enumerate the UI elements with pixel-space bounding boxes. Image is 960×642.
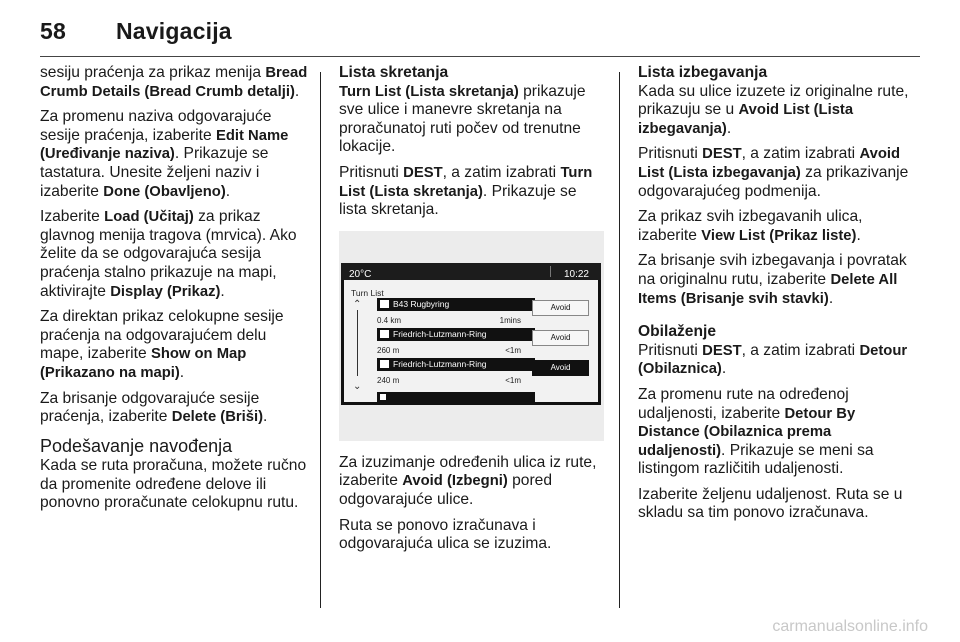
column-3: [638, 64, 920, 530]
turn-arrow-icon: [380, 360, 389, 368]
scroll-track[interactable]: [357, 310, 358, 376]
text: Za izuzimanje određenih ulica iz rute, izaberite: [339, 453, 597, 490]
paragraph: Kada se ruta proračuna, možete ručno da promenite određene delove ili ponovno proračunate celokupnu rutu.: [40, 457, 307, 512]
scroll-down-icon[interactable]: ⌄: [353, 380, 362, 392]
paragraph: [40, 390, 308, 427]
paragraph: [339, 164, 607, 220]
page-number: 58: [40, 18, 66, 44]
turn-row[interactable]: [377, 298, 535, 311]
text: , a zatim izabrati: [741, 145, 860, 163]
bold-term: Display (Prikaz): [110, 283, 221, 300]
time: 1mins: [499, 315, 521, 325]
street-name: Friedrich-Lutzmann-Ring: [393, 358, 487, 369]
bold-term: Avoid (Izbegni): [402, 473, 508, 490]
paragraph: Izaberite željenu udaljenost. Ruta se u skladu sa tim ponovo izračunava.: [638, 485, 903, 522]
text: sesiju praćenja za prikaz menija: [40, 64, 266, 81]
paragraph: [638, 145, 920, 201]
bold-term: Edit Name (Uređivanje naziva): [40, 127, 289, 163]
street-name: Friedrich-Lutzmann-Ring: [393, 328, 487, 339]
bold-term: Delete (Briši): [171, 409, 264, 426]
text: .: [726, 119, 732, 137]
distance: 240 m: [377, 375, 400, 385]
text: .: [179, 363, 185, 381]
text: .: [294, 82, 300, 100]
bold-term: Avoid List (Lista izbegavanja): [638, 102, 854, 137]
time: <1m: [505, 345, 521, 355]
text: prikazuje sve ulice i manevre skretanja na proračunatoj ruti počev od trenutne lokacije.: [339, 82, 586, 156]
bold-term: Turn List (Lista skretanja): [339, 83, 519, 100]
paragraph: [339, 454, 607, 510]
bold-term: Done (Obavljeno): [103, 183, 226, 200]
text: Pritisnuti: [638, 341, 703, 359]
page-header: [40, 18, 232, 45]
bold-term: Avoid List (Lista izbegavanja): [638, 146, 901, 181]
page-title: Navigacija: [116, 18, 232, 44]
turn-arrow-icon: [380, 330, 389, 338]
column-2: [339, 64, 607, 561]
text: Za direktan prikaz celokupne sesije praćenja na odgovarajućem delu mape, izaberite: [40, 308, 284, 363]
destination-row[interactable]: [377, 392, 535, 402]
header-rule: [40, 56, 920, 57]
infotainment-screen: [341, 263, 601, 405]
text: Pritisnuti: [339, 163, 404, 181]
text: Za prikaz svih izbegavanih ulica, izaberite: [638, 208, 863, 244]
divider: [550, 266, 551, 277]
bold-term: Detour (Obilaznica): [638, 342, 908, 378]
text: Pritisnuti: [638, 145, 703, 163]
paragraph: [40, 308, 308, 382]
status-bar: [341, 263, 601, 280]
time: <1m: [505, 375, 521, 385]
bold-term: Show on Map (Prikazano na mapi): [40, 346, 247, 381]
turn-list-panel: [344, 280, 598, 402]
bold-term: Delete All Items (Brisanje svih stavki): [638, 271, 898, 307]
screenshot-figure: [339, 231, 604, 441]
text: . Prikazuje se tastatura. Unesite željeni naziv i izaberite: [40, 145, 269, 200]
paragraph: [638, 208, 920, 245]
text: . Prikazuje se meni sa listingom različitih udaljenosti.: [638, 441, 874, 478]
text: pored odgovarajuće ulice.: [339, 472, 552, 508]
bold-term: View List (Prikaz liste): [701, 227, 857, 244]
clock: 10:22: [563, 268, 589, 280]
watermark: carmanualsonline.info: [772, 618, 928, 635]
turn-row[interactable]: [377, 328, 535, 341]
temperature: 20°C: [349, 268, 372, 280]
text: .: [225, 182, 231, 200]
text: za prikaz glavnog menija tragova (mrvica). Ako želite da se odgovarajuća sesija praćenja stalno prikazuje na mapi, aktivirajte: [40, 208, 297, 300]
text: Kada su ulice izuzete iz originalne rute, prikazuju se u: [638, 82, 909, 119]
distance: 260 m: [377, 345, 400, 355]
text: .: [721, 360, 727, 378]
bold-term: Detour By Distance (Obilaznica prema udaljenosti): [638, 405, 856, 459]
text: Za promenu naziva odgovarajuće sesije praćenja, izaberite: [40, 108, 272, 144]
text: Za brisanje svih izbegavanja i povratak na originalnu rutu, izaberite: [638, 252, 907, 288]
paragraph: [40, 64, 308, 101]
section-heading: Podešavanje navođenja: [40, 435, 233, 456]
column-divider: [320, 72, 321, 608]
paragraph: [40, 108, 308, 201]
paragraph: [638, 342, 920, 379]
bold-term: DEST: [702, 342, 742, 359]
text: .: [828, 289, 834, 307]
text: Za promenu rute na određenoj udaljenosti, izaberite: [638, 385, 849, 422]
column-divider: [619, 72, 620, 608]
paragraph: [638, 386, 920, 479]
paragraph: [638, 252, 920, 308]
avoid-button[interactable]: Avoid: [532, 330, 589, 346]
paragraph: [339, 83, 607, 157]
bold-term: DEST: [702, 146, 742, 163]
avoid-button-selected[interactable]: Avoid: [532, 360, 589, 376]
bold-term: Turn List (Lista skretanja): [339, 164, 593, 200]
spacer: [638, 315, 920, 323]
paragraph: [638, 83, 920, 139]
text: . Prikazuje se lista skretanja.: [339, 182, 577, 219]
turn-row[interactable]: [377, 358, 535, 371]
avoid-button[interactable]: Avoid: [532, 300, 589, 316]
section-heading: Obilaženje: [638, 323, 716, 341]
bold-term: Bread Crumb Details (Bread Crumb detalji): [40, 65, 308, 100]
column-1: [40, 64, 308, 520]
text: za prikazivanje odgovarajućeg podmenija.: [638, 163, 909, 200]
paragraph: Ruta se ponovo izračunava i odgovarajuća ulica se izuzima.: [339, 516, 552, 553]
distance: 0.4 km: [377, 315, 402, 325]
street-name: B43 Rugbyring: [393, 298, 450, 309]
scroll-up-icon[interactable]: ⌃: [353, 298, 362, 310]
text: Za brisanje odgovarajuće sesije praćenja, izaberite: [40, 389, 260, 426]
text: , a zatim izabrati: [741, 341, 860, 359]
turn-row-details: [377, 372, 535, 391]
text: Izaberite: [40, 208, 105, 226]
text: .: [263, 408, 268, 426]
section-heading: Lista izbegavanja: [638, 64, 768, 81]
turn-arrow-icon: [380, 300, 389, 308]
turn-list-title: Turn List: [351, 287, 384, 298]
paragraph: [40, 208, 308, 301]
text: .: [856, 226, 861, 244]
bold-term: DEST: [403, 164, 443, 181]
text: , a zatim izabrati: [442, 163, 561, 181]
section-heading: Lista skretanja: [339, 64, 449, 81]
text: .: [220, 282, 225, 300]
bold-term: Load (Učitaj): [104, 209, 194, 226]
destination-icon: [380, 394, 386, 400]
